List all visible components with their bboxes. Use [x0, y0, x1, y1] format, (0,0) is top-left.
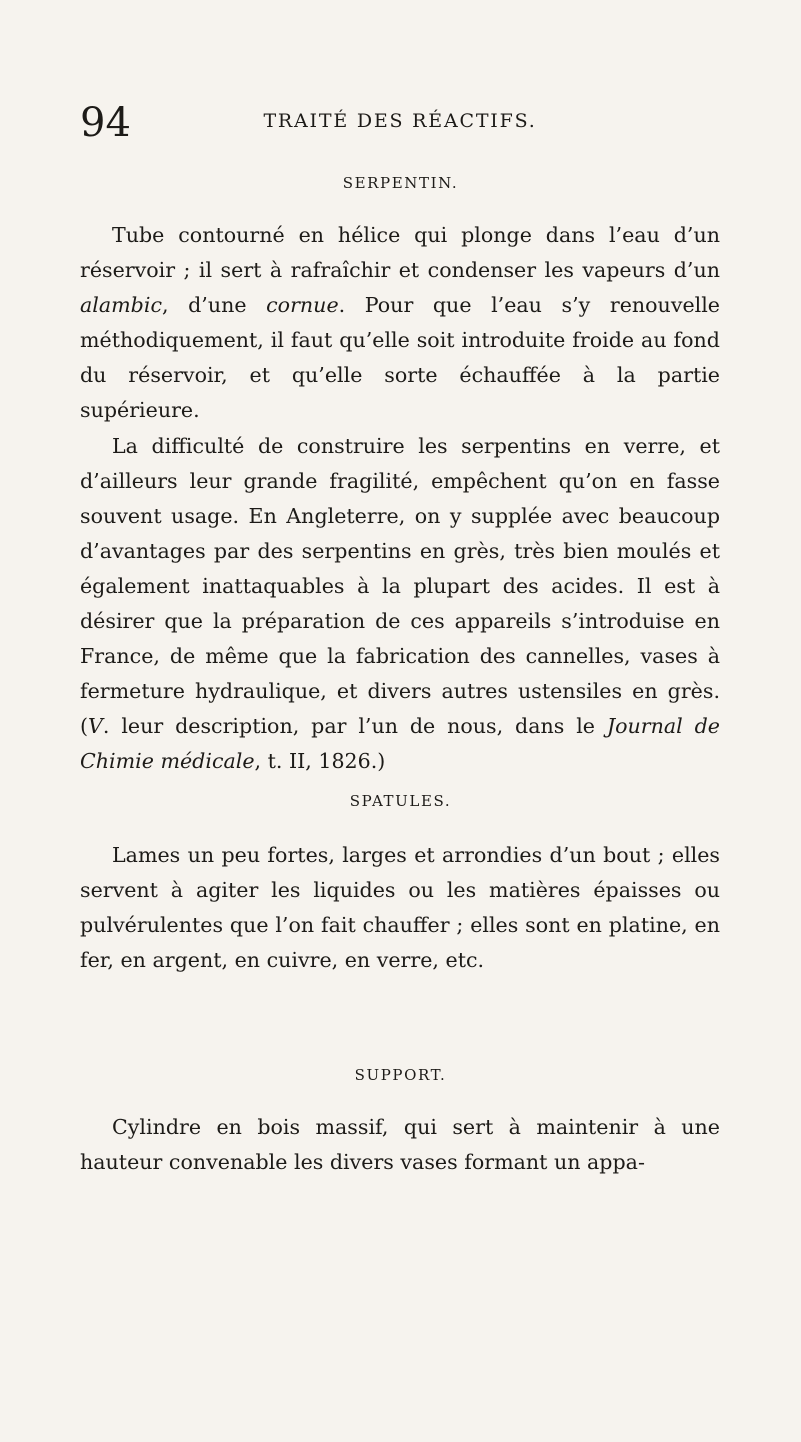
section-title-support: SUPPORT.: [354, 1066, 447, 1084]
paragraph: [80, 218, 720, 429]
italic-text: alambic: [80, 293, 162, 318]
page-header: [80, 98, 720, 148]
section-title-serpentin: SERPENTIN.: [342, 174, 459, 192]
text-run: Tube contourné en hélice qui plonge dans l’eau d’un réservoir ; il sert à rafraîchir et condenser les vapeurs d’un: [80, 223, 720, 283]
paragraph: [80, 1110, 720, 1180]
text-run: La difficulté de construire les serpentins en verre, et d’ailleurs leur grande fragilité, empêchent qu’on en fasse souvent usage. En Angleterre, on y supplée avec beaucoup d’avantages par des serpentins en grès, très bien moulés et également inattaquables à la plupart des acides. Il est à désirer que la préparation de ces appareils s’introduise en France, de même que la fabrication des cannelles, vases à fermeture hydraulique, et divers autres ustensiles en grès. (: [80, 433, 720, 739]
text-run: . Pour que l’eau s’y renouvelle méthodiquement, il faut qu’elle soit introduite froide au fond du réservoir, et qu’elle sorte échauffée à la partie supérieure.: [80, 293, 720, 423]
italic-text: Journal de Chimie médicale: [80, 714, 720, 774]
paragraph: [80, 838, 720, 978]
text-run: Cylindre en bois massif, qui sert à maintenir à une hauteur convenable les divers vases formant un appa-: [80, 1115, 720, 1175]
section-title-spatules: SPATULES.: [349, 792, 452, 810]
section-body-serpentin: [80, 218, 720, 780]
text-run: , d’une: [161, 293, 267, 318]
text-run: . leur description, par l’un de nous, dans le: [102, 714, 607, 739]
italic-text: cornue: [266, 293, 339, 318]
paragraph: [80, 429, 720, 780]
section-body-spatules: [80, 838, 720, 978]
running-head: TRAITÉ DES RÉACTIFS.: [263, 110, 537, 132]
page-number: 94: [80, 100, 131, 146]
section-body-support: [80, 1110, 720, 1180]
text-run: , t. II, 1826.): [254, 749, 386, 774]
italic-text: V: [88, 714, 103, 739]
text-run: Lames un peu fortes, larges et arrondies d’un bout ; elles servent à agiter les liquides ou les matières épaisses ou pulvérulentes que l’on fait chauffer ; elles sont en platine, en fer, en argent, en cuivre, en verre, etc.: [80, 843, 720, 973]
